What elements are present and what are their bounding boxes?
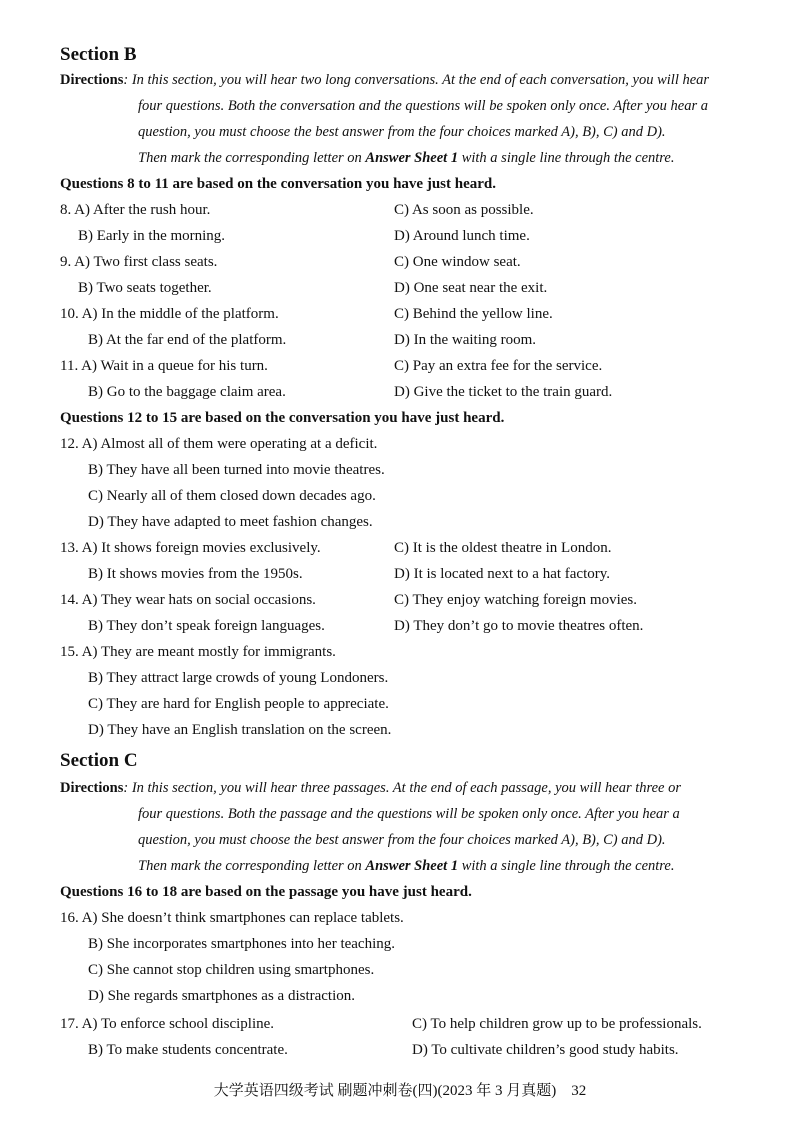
q10-option-b: B) At the far end of the platform. — [88, 332, 287, 348]
questions-8-11-header: Questions 8 to 11 are based on the conversation you have just heard. — [60, 176, 496, 192]
q11-option-c: C) Pay an extra fee for the service. — [394, 358, 603, 374]
q11-option-d: D) Give the ticket to the train guard. — [394, 384, 613, 400]
q14-option-a: 14. A) They wear hats on social occasions. — [60, 592, 316, 608]
q13-option-c: C) It is the oldest theatre in London. — [394, 540, 612, 556]
q9-option-a: 9. A) Two first class seats. — [60, 254, 218, 270]
q17-option-b: B) To make students concentrate. — [88, 1042, 288, 1058]
q8-option-d: D) Around lunch time. — [394, 228, 530, 244]
section-b-title: Section B — [60, 44, 137, 65]
q12-option-b: B) They have all been turned into movie theatres. — [88, 462, 385, 478]
q15-option-a: 15. A) They are meant mostly for immigrants. — [60, 644, 336, 660]
q10-option-c: C) Behind the yellow line. — [394, 306, 553, 322]
q14-option-b: B) They don’t speak foreign languages. — [88, 618, 325, 634]
directions-line-1: Directions: In this section, you will hear three passages. At the end of each passage, you will hear three or — [60, 780, 682, 796]
q16-option-a: 16. A) She doesn’t think smartphones can replace tablets. — [60, 910, 404, 926]
q15-option-b: B) They attract large crowds of young Londoners. — [88, 670, 389, 686]
q9-option-b: B) Two seats together. — [78, 280, 212, 296]
directions-label: Directions — [60, 780, 124, 796]
q14-option-d: D) They don’t go to movie theatres often. — [394, 618, 644, 634]
answer-sheet-label: Answer Sheet 1 — [365, 150, 459, 166]
directions-line-1: Directions: In this section, you will hear two long conversations. At the end of each conversation, you will hear — [60, 72, 710, 88]
q11-option-a: 11. A) Wait in a queue for his turn. — [60, 358, 268, 374]
q17-option-d: D) To cultivate children’s good study habits. — [412, 1042, 679, 1058]
directions-line-4: Then mark the corresponding letter on Answer Sheet 1 with a single line through the centre. — [138, 858, 675, 874]
q10-option-d: D) In the waiting room. — [394, 332, 537, 348]
directions-line-2: four questions. Both the passage and the questions will be spoken only once. After you hear a — [138, 806, 680, 822]
q15-option-c: C) They are hard for English people to appreciate. — [88, 696, 389, 712]
q14-option-c: C) They enjoy watching foreign movies. — [394, 592, 638, 608]
section-c-title: Section C — [60, 750, 138, 771]
q12-option-c: C) Nearly all of them closed down decades ago. — [88, 488, 376, 504]
q16-option-d: D) She regards smartphones as a distraction. — [88, 988, 356, 1004]
q11-option-b: B) Go to the baggage claim area. — [88, 384, 286, 400]
q13-option-a: 13. A) It shows foreign movies exclusively. — [60, 540, 321, 556]
questions-12-15-header: Questions 12 to 15 are based on the conversation you have just heard. — [60, 410, 505, 426]
answer-sheet-label: Answer Sheet 1 — [365, 858, 459, 874]
q16-option-b: B) She incorporates smartphones into her teaching. — [88, 936, 396, 952]
q16-option-c: C) She cannot stop children using smartphones. — [88, 962, 375, 978]
directions-line-3: question, you must choose the best answer from the four choices marked A), B), C) and D). — [138, 124, 666, 140]
q8-option-c: C) As soon as possible. — [394, 202, 534, 218]
directions-label: Directions — [60, 72, 124, 88]
q17-option-c: C) To help children grow up to be professionals. — [412, 1016, 702, 1032]
q15-option-d: D) They have an English translation on the screen. — [88, 722, 392, 738]
q13-option-d: D) It is located next to a hat factory. — [394, 566, 611, 582]
q9-option-c: C) One window seat. — [394, 254, 521, 270]
q12-option-d: D) They have adapted to meet fashion changes. — [88, 514, 373, 530]
q8-option-b: B) Early in the morning. — [78, 228, 226, 244]
q12-option-a: 12. A) Almost all of them were operating at a deficit. — [60, 436, 378, 452]
q17-option-a: 17. A) To enforce school discipline. — [60, 1016, 275, 1032]
q10-option-a: 10. A) In the middle of the platform. — [60, 306, 279, 322]
q8-option-a: 8. A) After the rush hour. — [60, 202, 211, 218]
page-footer: 大学英语四级考试 刷题冲刺卷(四)(2023 年 3 月真题) 32 — [213, 1083, 587, 1099]
q9-option-d: D) One seat near the exit. — [394, 280, 548, 296]
q13-option-b: B) It shows movies from the 1950s. — [88, 566, 303, 582]
directions-line-3: question, you must choose the best answer from the four choices marked A), B), C) and D). — [138, 832, 666, 848]
directions-line-4: Then mark the corresponding letter on Answer Sheet 1 with a single line through the centre. — [138, 150, 675, 166]
directions-line-2: four questions. Both the conversation and the questions will be spoken only once. After you hear a — [138, 98, 708, 114]
questions-16-18-header: Questions 16 to 18 are based on the passage you have just heard. — [60, 884, 472, 900]
